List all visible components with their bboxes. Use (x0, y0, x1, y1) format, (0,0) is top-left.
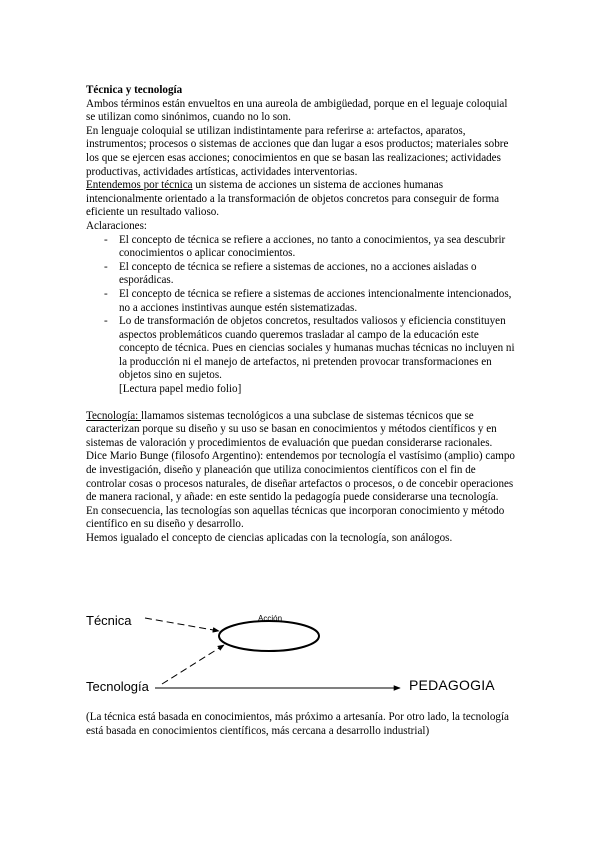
technique-definition (86, 179, 516, 220)
clarifications-heading: Aclaraciones: (86, 219, 147, 232)
page-title: Técnica y tecnología (86, 84, 183, 96)
consequence-paragraph: En consecuencia, las tecnologías son aquellas técnicas que incorporan conocimiento y método científico en su diseño y desarrollo. (86, 504, 505, 531)
concept-diagram (0, 600, 600, 710)
definition-lead: Entendemos por técnica (86, 179, 193, 192)
technique-arrow (145, 618, 219, 631)
technology-label: Tecnología (86, 679, 149, 694)
intro-paragraph-1: Ambos términos están envueltos en una aureola de ambigüedad, porque en el leguaje coloquial se utilizan como sinónimos, cuando no lo son. (86, 97, 508, 124)
document-body (86, 84, 516, 546)
technology-text: llamamos sistemas tecnológicos a una subclase de sistemas técnicos que se caracterizan porque su diseño y su uso se basan en conocimientos y métodos científicos y en sistemas de valoración y procedimientos de evaluación que puedan considerarse racionales. (86, 409, 497, 449)
technology-definition (86, 410, 516, 451)
footer-paragraph: (La técnica está basada en conocimientos, más próximo a artesanía. Por otro lado, la tecnología está basada en conocimientos científicos, más cercana a desarrollo industrial) (86, 711, 509, 737)
bunge-quote: Dice Mario Bunge (filosofo Argentino): entendemos por tecnología el vastísimo (amplio) campo de investigación, diseño y planeación que utiliza conocimientos científicos con el fin de controlar cosas o procesos naturales, de diseñar artefactos o procesos, o de concebir operaciones de manera racional, y añade: en este sentido la pedagogía puede considerarse una tecnología. (86, 450, 515, 504)
list-item: - Lo de transformación de objetos concretos, resultados valiosos y eficiencia constituyen aspectos problemáticos cuando queremos trasladar al campo de la educación este concepto de técnica. Pues en ciencias sociales y humanas muchas técnicas no incluyen ni la producción ni el manejo de artefactos, ni pretenden provocar transformaciones en objetos sino en sujetos. (86, 315, 516, 383)
technology-arrow (162, 645, 224, 684)
intro-paragraph-2: En lenguaje coloquial se utilizan indistintamente para referirse a: artefactos, aparatos, instrumentos; procesos o sistemas de acciones que dan lugar a esos productos; materiales sobre los que se ejercen esas acciones; conocimientos en que se basan las realizaciones; actividades productivas, actividades artísticas, actividades interventorias. (86, 124, 509, 178)
definition-text: un sistema de acciones un sistema de acciones humanas intencionalmente orientado a la transformación de objetos concretos para conseguir de forma eficiente un resultado valioso. (86, 179, 500, 219)
pedagogy-label: PEDAGOGIA (409, 677, 495, 693)
spacer (86, 397, 516, 410)
action-label: Acción (258, 614, 283, 623)
technology-lead: Tecnología: (86, 409, 141, 422)
reading-reference: [Lectura papel medio folio] (119, 383, 242, 396)
technique-label: Técnica (86, 613, 132, 628)
list-item: - El concepto de técnica se refiere a sistemas de acciones intencionalmente intencionados, no a acciones instintivas aunque estén sistematizadas. (86, 288, 516, 315)
list-item: - El concepto de técnica se refiere a acciones, no tanto a conocimientos, ya sea descubrir conocimientos o aplicar conocimientos. (86, 234, 516, 261)
footer-note (86, 711, 526, 738)
clarifications-list (86, 234, 516, 384)
equated-paragraph: Hemos igualado el concepto de ciencias aplicadas con la tecnología, son análogos. (86, 532, 453, 544)
action-ellipse (219, 621, 319, 651)
list-item: - El concepto de técnica se refiere a sistemas de acciones, no a acciones aisladas o esporádicas. (86, 261, 516, 288)
